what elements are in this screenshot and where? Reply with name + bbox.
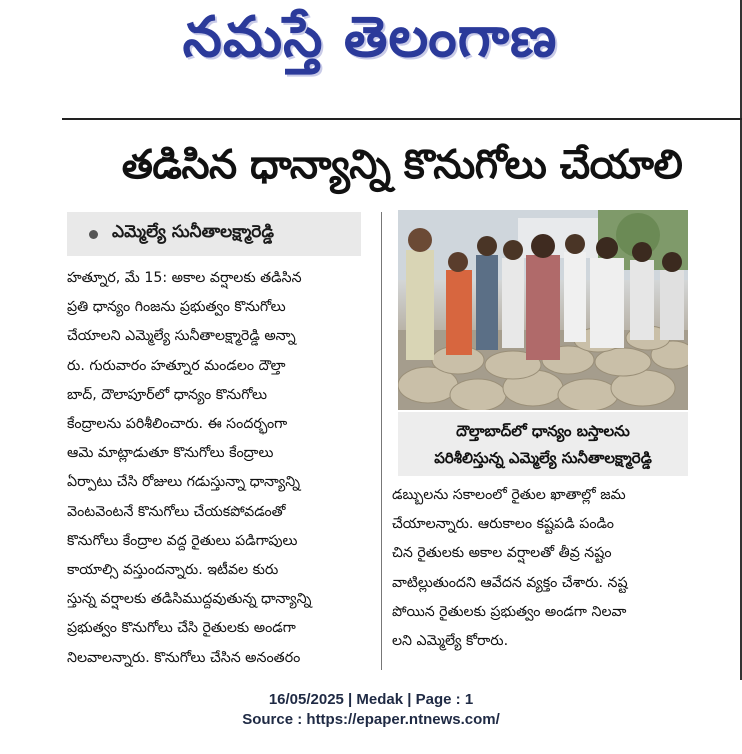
byline-box [67, 212, 361, 256]
column-line: కొనుగోలు కేంద్రాల వద్ద రైతులు పడిగాపులు [67, 532, 298, 549]
news-photo [398, 210, 688, 410]
article-column-2 [392, 481, 692, 656]
column-line: ప్రతి ధాన్యం గింజను ప్రభుత్వం కొనుగోలు [67, 299, 286, 316]
column-line: పోయిన రైతులకు ప్రభుత్వం అండగా నిలవా [392, 603, 627, 620]
column-line: ఆమె మాట్లాడుతూ కొనుగోలు కేంద్రాలు [67, 445, 274, 462]
column-line: రు. గురువారం హత్నూర మండలం దౌల్తా [67, 357, 286, 374]
bullet-icon [89, 230, 98, 239]
column-line: నిలవాలన్నారు. కొనుగోలు చేసిన అనంతరం [67, 649, 301, 666]
column-line: స్తున్న వర్షాలకు తడిసిముద్దవుతున్న ధాన్యాన్ని [67, 591, 312, 608]
photo-caption [398, 412, 688, 476]
headline-top-rule [62, 118, 742, 120]
column-line: డబ్బులను సకాలంలో రైతుల ఖాతాల్లో జమ [392, 487, 626, 503]
column-line: చేయాలన్నారు. ఆరుకాలం కష్టపడి పండిం [392, 516, 614, 533]
source-link[interactable]: Source : https://epaper.ntnews.com/ [242, 711, 500, 728]
column-line: వాటిల్లుతుందని ఆవేదన వ్యక్తం చేశారు. నష్ట [392, 574, 628, 591]
column-line: హత్నూర, మే 15: అకాల వర్షాలకు తడిసిన [67, 270, 302, 286]
column-divider [381, 212, 382, 670]
column-line: కాయాల్సి వస్తుందన్నారు. ఇటీవల కురు [67, 562, 279, 579]
article-headline: తడిసిన ధాన్యాన్ని కొనుగోలు చేయాలి [121, 142, 683, 188]
caption-line: దౌల్తాబాద్‌లో ధాన్యం బస్తాలను [456, 422, 630, 440]
newspaper-masthead: నమస్తే తెలంగాణ [182, 4, 558, 70]
byline-text: ఎమ్మెల్యే సునీతాలక్ష్మారెడ్డి [112, 222, 274, 242]
column-line: కేంద్రాలను పరిశీలించారు. ఈ సందర్భంగా [67, 416, 288, 433]
article-column-1 [67, 264, 367, 673]
caption-line: పరిశీలిస్తున్న ఎమ్మెల్యే సునీతాలక్ష్మారెడ్డి [434, 449, 652, 467]
column-line: లని ఎమ్మెల్యే కోరారు. [392, 633, 509, 650]
column-line: బాద్, దౌలాపూర్‌లో ధాన్యం కొనుగోలు [67, 386, 267, 403]
crowd-photo-illustration [398, 210, 688, 410]
column-line: వెంటవెంటనే కొనుగోలు చేయకపోవడంతో [67, 503, 286, 520]
edition-meta: 16/05/2025 | Medak | Page : 1 [268, 691, 474, 708]
column-line: ఏర్పాటు చేసి రోజులు గడుస్తున్నా ధాన్యాన్ని [67, 474, 300, 491]
page-footer [0, 690, 742, 730]
column-line: చిన రైతులకు అకాల వర్షాలతో తీవ్ర నష్టం [392, 545, 612, 562]
column-line: ప్రభుత్వం కొనుగోలు చేసి రైతులకు అండగా [67, 620, 296, 637]
column-line: చేయాలని ఎమ్మెల్యే సునీతాలక్ష్మారెడ్డి అన్నా [67, 328, 296, 345]
